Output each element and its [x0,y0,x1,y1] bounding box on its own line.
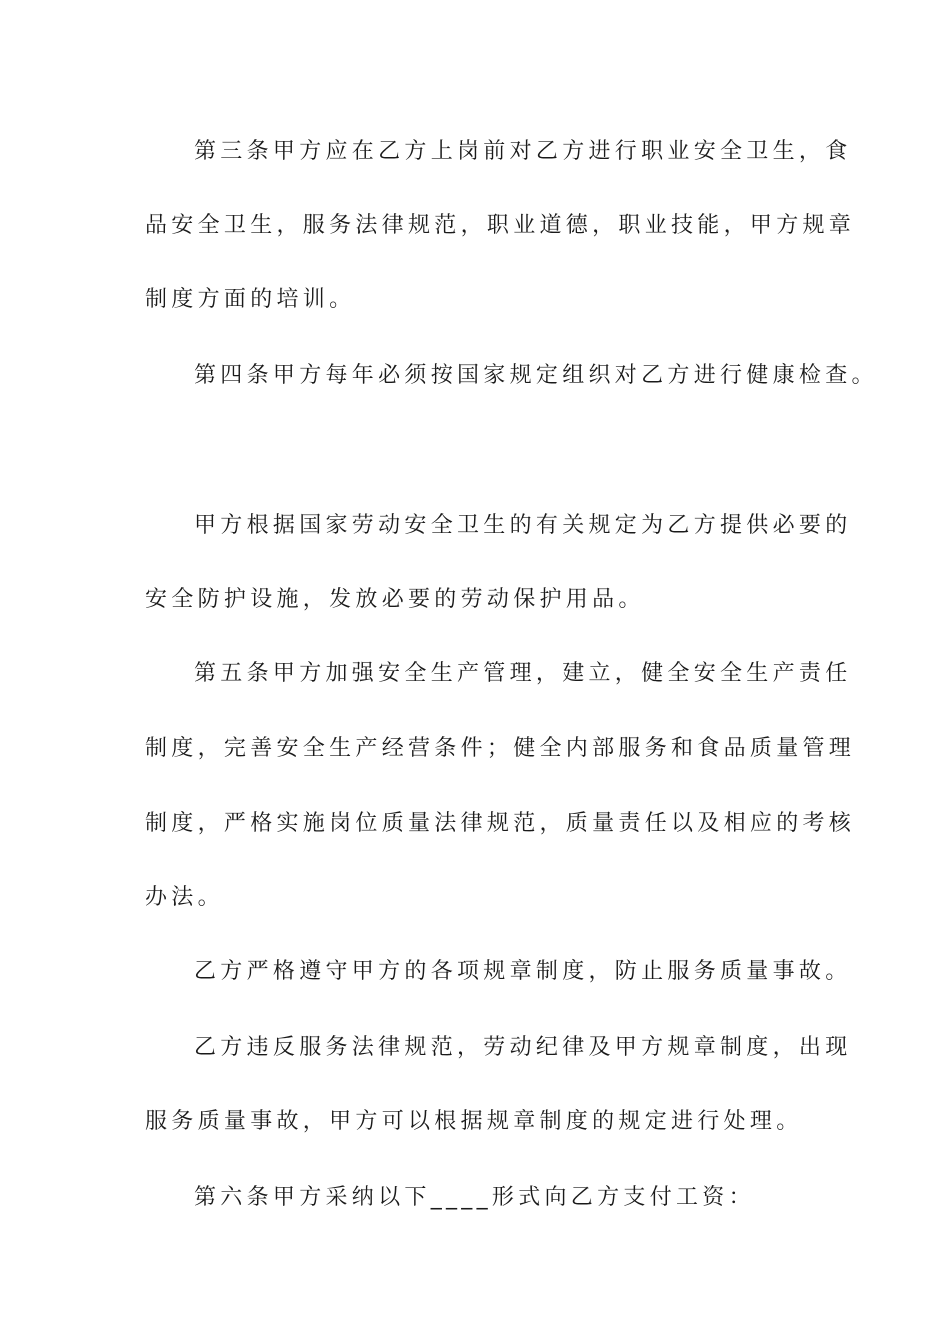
paragraph-article-5-line-3: 制度，严格实施岗位质量法律规范，质量责任以及相应的考核 [145,811,856,836]
paragraph-violation-line-2: 服务质量事故，甲方可以根据规章制度的规定进行处理。 [145,1109,803,1134]
paragraph-article-3-line-3: 制度方面的培训。 [145,287,356,312]
paragraph-article-4: 第四条甲方每年必须按国家规定组织对乙方进行健康检查。 [194,363,878,388]
paragraph-article-5-line-2: 制度，完善安全生产经营条件；健全内部服务和食品质量管理 [145,736,856,761]
paragraph-article-5-line-1: 第五条甲方加强安全生产管理，建立，健全安全生产责任 [194,661,852,686]
paragraph-safety-line-2: 安全防护设施，发放必要的劳动保护用品。 [145,587,645,612]
paragraph-article-5-line-4: 办法。 [145,885,224,910]
paragraph-obey-rules: 乙方严格遵守甲方的各项规章制度，防止服务质量事故。 [194,959,852,984]
paragraph-article-3-line-2: 品安全卫生，服务法律规范，职业道德，职业技能，甲方规章 [145,213,856,238]
paragraph-article-3-line-1: 第三条甲方应在乙方上岗前对乙方进行职业安全卫生，食 [194,139,852,164]
paragraph-article-6: 第六条甲方采纳以下____形式向乙方支付工资： [194,1185,755,1210]
paragraph-violation-line-1: 乙方违反服务法律规范，劳动纪律及甲方规章制度，出现 [194,1035,852,1060]
paragraph-safety-line-1: 甲方根据国家劳动安全卫生的有关规定为乙方提供必要的 [194,513,852,538]
